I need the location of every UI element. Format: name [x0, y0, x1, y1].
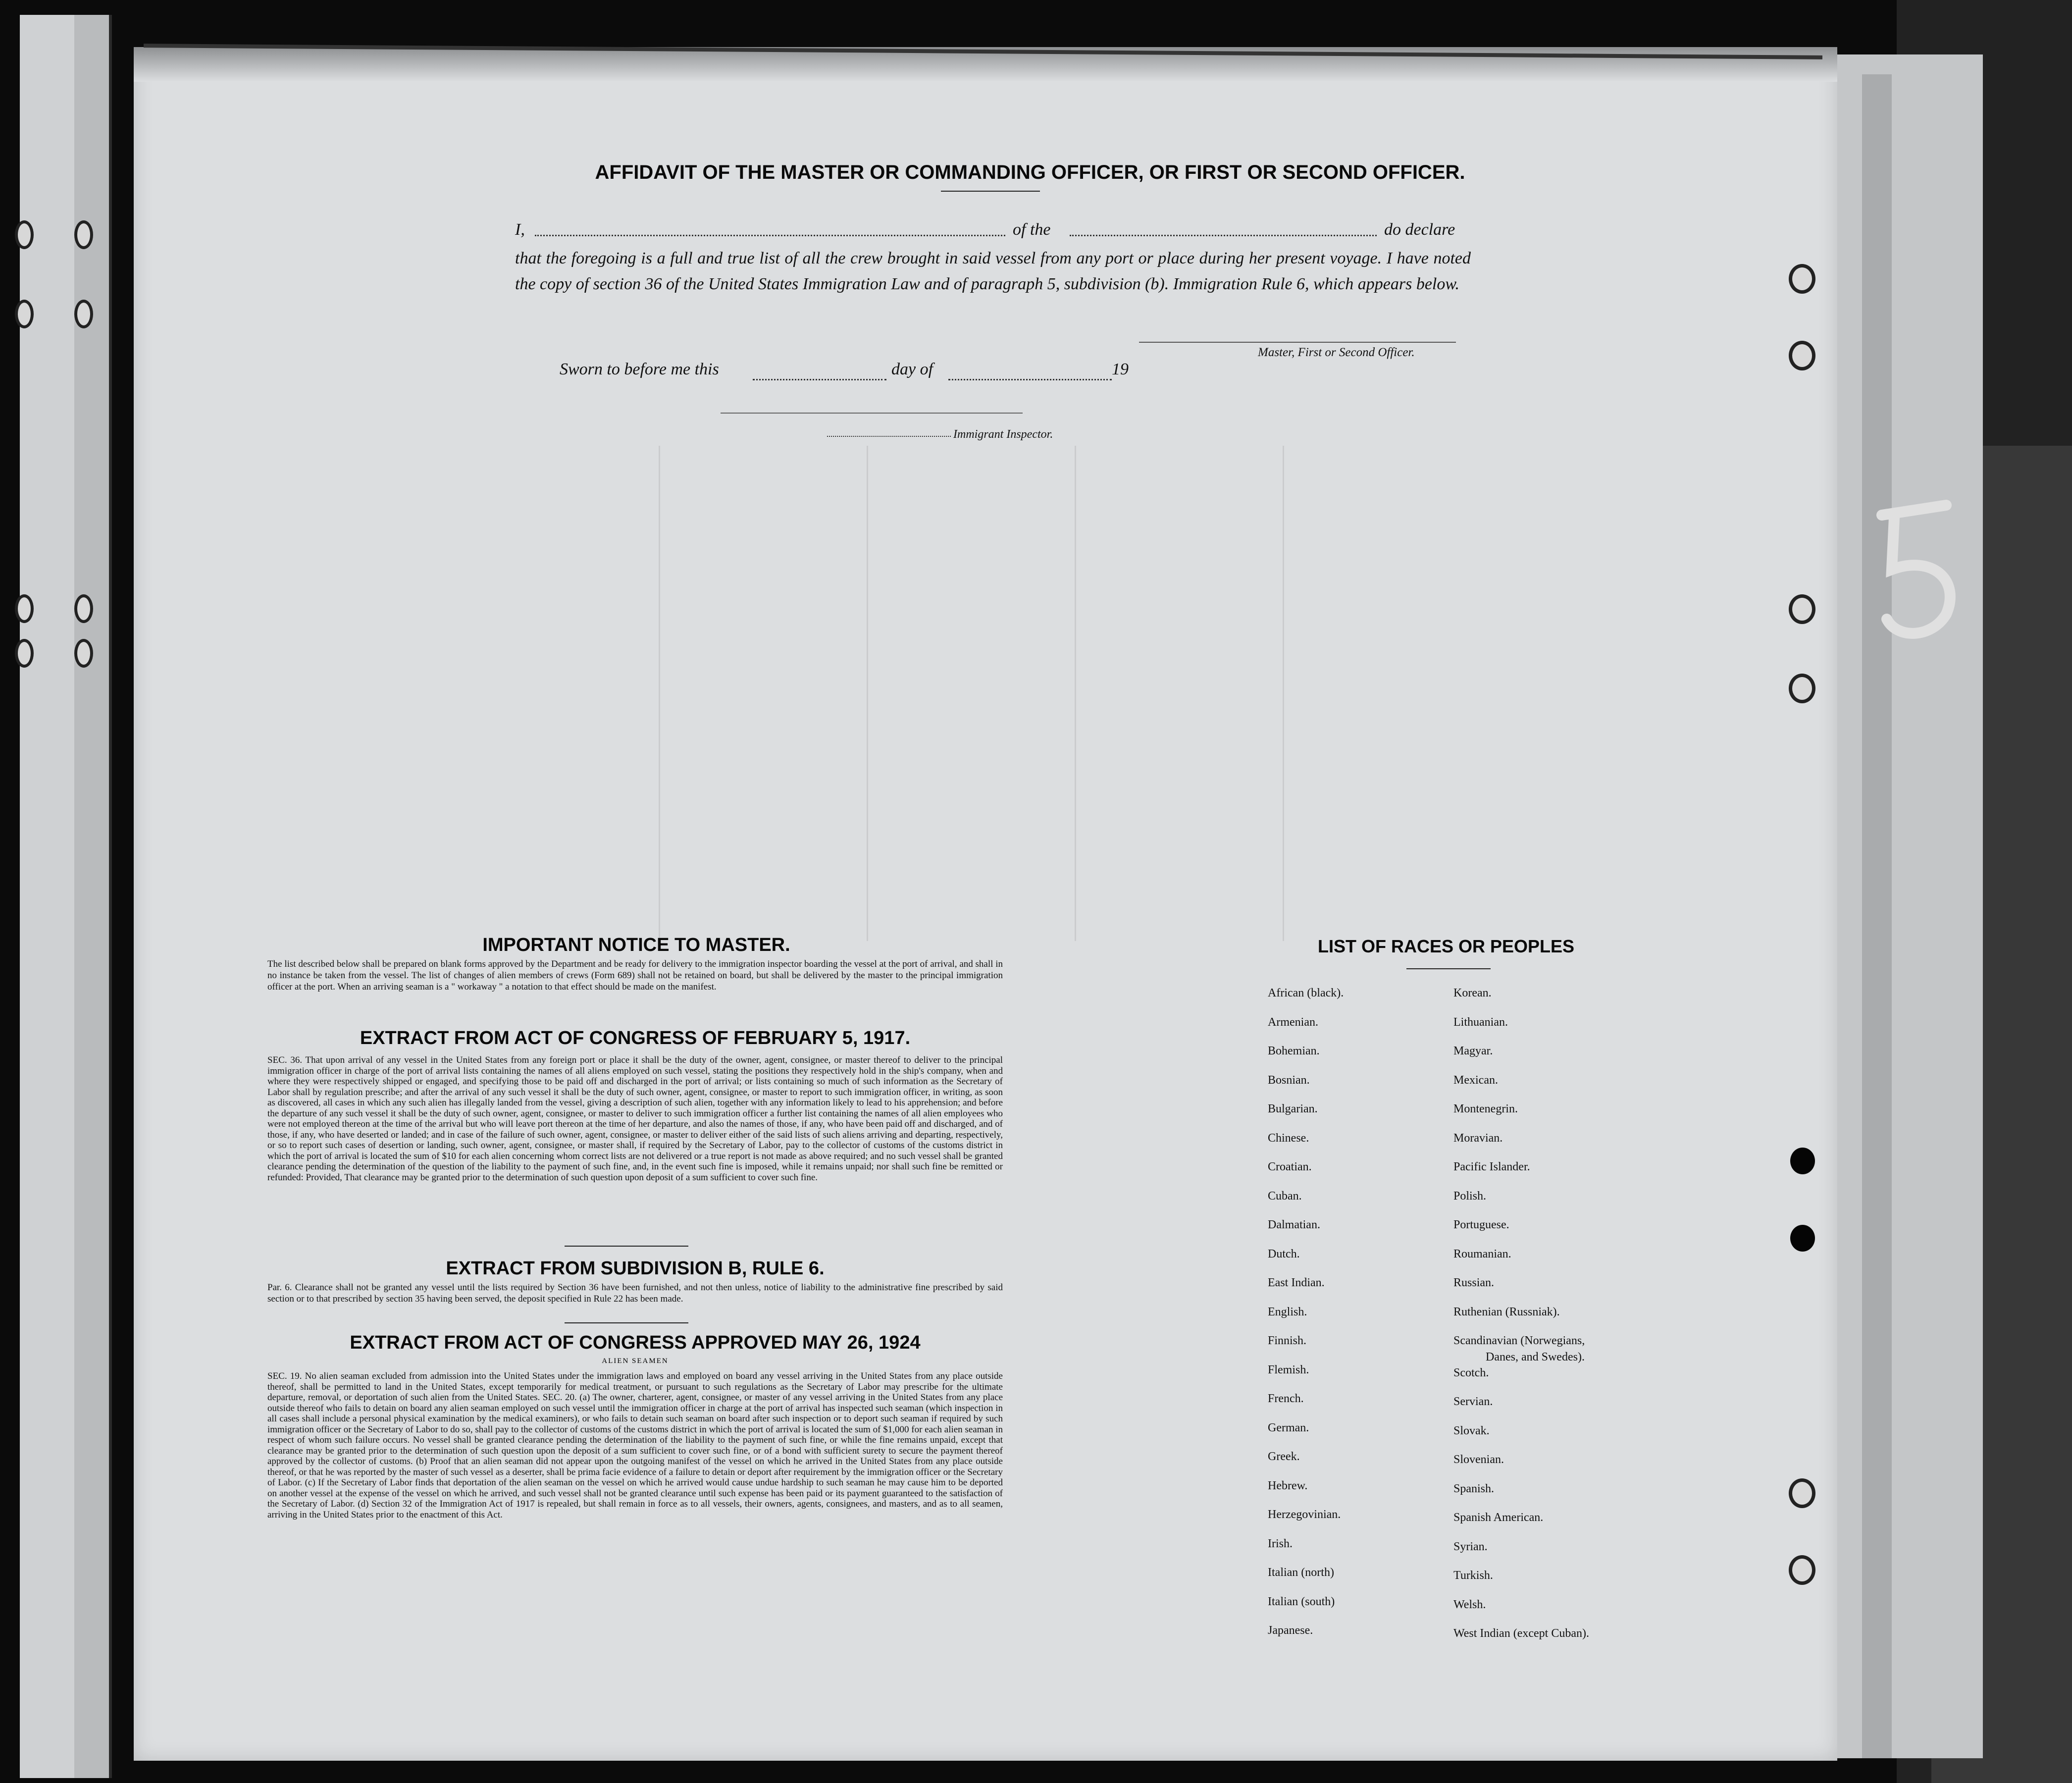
race-item-right: Servian. [1453, 1395, 1493, 1408]
race-item-left: French. [1268, 1392, 1304, 1405]
signature-label: Master, First or Second Officer. [1258, 346, 1415, 359]
extract-1924-body: SEC. 19. No alien seaman excluded from admission into the United States under the immigration laws and employed on board any vessel arriving in the United States from any place outside thereof, shall be permitted to land in the United States, except temporarily for medical treatment, or pursuant to such regulations as the Secretary of Labor may prescribe for the ultimate departure, removal, or deportation of such alien from the United States. SEC. 20. (a) The owner, charterer, agent, consignee, or master of any vessel arriving in the United States from any place outside thereof who fails to detain on board any alien seaman employed on such vessel until the immigration officer in charge at the port of arrival has inspected such seaman (which inspection in all cases shall include a personal physical examination by the medical examiners), or who fails to detain such seaman on board after such inspection or to deport such seaman if required by such immigration officer or the Secretary of Labor to do so, shall pay to the collector of customs of the customs district in which the port of arrival is located the sum of $1,000 for each alien seaman in respect of whom such failure occurs. No vessel shall be granted clearance pending the determination of the liability to the payment of such fine, or while the fine remains unpaid, except that clearance may be granted prior to the determination of such question upon the deposit of a sum sufficient to cover such fine, or of a bond with sufficient surety to secure the payment thereof approved by the collector of customs. (b) Proof that an alien seaman did not appear upon the outgoing manifest of the vessel on which he arrived in the United States from any place outside thereof, or that he was reported by the master of such vessel as a deserter, shall be prima facie evidence of a failure to detain or deport after requirement by the immigration officer or the Secretary of Labor. (c) If the Secretary of Labor finds that deportation of the alien seaman on the vessel on which he arrived would cause undue hardship to such seaman he may cause him to be deported on another vessel at the expense of the vessel on which he arrived, and such vessel shall not be granted clearance until such expense has been paid or its payment guaranteed to the satisfaction of the Secretary of Labor. (d) Section 32 of the Immigration Act of 1917 is repealed, but shall remain in force as to all vessels, their owners, agents, consignees, and masters, and as to all seamen, arriving in the United States prior to the enactment of this Act. [267, 1371, 1003, 1520]
race-item-right: Lithuanian. [1453, 1015, 1508, 1029]
race-item-right: West Indian (except Cuban). [1453, 1627, 1589, 1640]
race-item-left: Hebrew. [1268, 1479, 1308, 1492]
race-item-left: Bosnian. [1268, 1073, 1310, 1087]
ring-hole [1789, 264, 1815, 294]
race-item-right: Turkish. [1453, 1569, 1493, 1582]
race-item-right: Russian. [1453, 1276, 1495, 1289]
extract-rule6-title: EXTRACT FROM SUBDIVISION B, RULE 6. [446, 1258, 825, 1279]
extract-1924-title: EXTRACT FROM ACT OF CONGRESS APPROVED MAY 26, 1924 [350, 1332, 921, 1353]
bleed-through-line [1283, 446, 1284, 941]
race-item-left: Italian (south) [1268, 1595, 1335, 1608]
races-title-rule [1406, 968, 1491, 969]
ring-hole [1789, 674, 1815, 703]
notice-body: The list described below shall be prepared on blank forms approved by the Department and be ready for delivery to the immigration inspector boarding the vessel at the port of arrival, and shall in no instance be taken from the vessel. The list of changes of alien members of crews (Form 689) shall not be retained on board, but shall be delivered by the master to the principal immigration officer at the port. When an arriving seaman is a " workaway " a notation to that effect should be made on the manifest. [267, 959, 1003, 992]
affidavit-of-the-label: of the [1013, 220, 1051, 239]
inspector-signature-line [721, 413, 1023, 414]
ring-hole [1789, 1555, 1815, 1585]
ring-hole [1789, 341, 1815, 370]
races-title: LIST OF RACES OR PEOPLES [1317, 936, 1575, 956]
ring-hole [1789, 1478, 1815, 1508]
race-item-right: Pacific Islander. [1453, 1160, 1530, 1173]
inspector-label: Immigrant Inspector. [953, 428, 1053, 441]
race-item-left: Croatian. [1268, 1160, 1312, 1173]
extract-rule6-body: Par. 6. Clearance shall not be granted any vessel until the lists required by Section 36 have been furnished, and not then unless, notice of liability to the administrative fine prescribed by said section or to that prescribed by section 35 having been served, the deposit specified in Rule 22 has been made. [267, 1282, 1003, 1304]
race-item-right: Welsh. [1453, 1598, 1486, 1611]
affidavit-declaration: that the foregoing is a full and true list of all the crew brought in said vessel from any port or place during her present voyage. I have noted the copy of section 36 of the United States Immigration Law and of paragraph 5, subdivision (b). Immigration Rule 6, which appears below. [515, 249, 1471, 293]
section-divider [565, 1322, 688, 1323]
binder-hole [15, 594, 34, 623]
race-item-left: African (black). [1268, 987, 1344, 999]
race-item-right: Mexican. [1453, 1073, 1498, 1087]
binder-hole [74, 300, 93, 328]
punched-hole [1790, 1148, 1815, 1174]
inspector-name-line [827, 436, 951, 437]
race-item-left: Armenian. [1268, 1015, 1318, 1029]
race-item-right: Scandinavian (Norwegians, [1453, 1334, 1585, 1347]
race-item-left: Herzegovinian. [1268, 1508, 1341, 1521]
ring-hole [1789, 594, 1815, 624]
race-item-left: Finnish. [1268, 1334, 1307, 1347]
race-item-right: Korean. [1453, 987, 1492, 999]
title-rule [941, 191, 1040, 192]
race-item-left: Irish. [1268, 1537, 1293, 1550]
left-binder-strip-edge [74, 15, 109, 1778]
day-field-line [753, 379, 886, 380]
race-item-left: Cuban. [1268, 1189, 1302, 1203]
race-item-left: Bulgarian. [1268, 1102, 1318, 1115]
underlying-page-edge [1862, 74, 1892, 1758]
affidavit-title: AFFIDAVIT OF THE MASTER OR COMMANDING OFFICER, OR FIRST OR SECOND OFFICER. [595, 161, 1465, 183]
name-field-line [535, 235, 1005, 236]
section-divider [565, 1246, 688, 1247]
binder-hole [74, 220, 93, 249]
bleed-through-line [659, 446, 660, 941]
race-item-left: East Indian. [1268, 1276, 1325, 1289]
race-item-right: Ruthenian (Russniak). [1453, 1305, 1560, 1318]
race-item-left: Greek. [1268, 1450, 1300, 1463]
bleed-through-line [1075, 446, 1076, 941]
extract-1917-body: SEC. 36. That upon arrival of any vessel in the United States from any foreign port or place it shall be the duty of the owner, agent, consignee, or master thereof to deliver to the principal immigration officer in charge of the port of arrival lists containing the names of all aliens employed on such vessel, stating the positions they respectively hold in the ship's company, when and where they were respectively shipped or engaged, and specifying those to be paid off and discharged in the port of arrival; or lists containing so much of such information as the Secretary of Labor shall by regulation prescribe; and after the arrival of any such vessel it shall be the duty of such owner, agent, consignee, or master to report to such immigration officer, in writing, as soon as discovered, all cases in which any such alien has illegally landed from the vessel, giving a description of such alien, together with any information likely to lead to his apprehension; and before the departure of any such vessel it shall be the duty of such owner, agent, consignee, or master to deliver to such immigration officer a further list containing the names of all alien employees who were not employed thereon at the time of the arrival but who will leave port thereon at the time of her departure, and also the names of those, if any, who have been paid off and discharged, and of those, if any, who have deserted or landed; and in case of the failure of such owner, agent, consignee, or master to deliver either of the said lists of such aliens arriving and departing, respectively, or so to report such cases of desertion or landing, such owner, agent, consignee, or master shall, if required by the Secretary of Labor, pay to the collector of customs of the customs district in which the port of arrival is located the sum of $10 for each alien concerning whom correct lists are not delivered or a true report is not made as above required; and no such vessel shall be granted clearance pending the determination of the question of the liability to the payment of such fine, and, in the event such fine is imposed, while it remains unpaid; nor shall such fine be remitted or refunded: Provided, That clearance may be granted prior to the determination of such question upon deposit of a sum sufficient to cover such fine. [267, 1055, 1003, 1183]
punched-hole [1790, 1225, 1815, 1252]
binder-hole [74, 639, 93, 668]
race-item-right: Slovak. [1453, 1424, 1490, 1437]
handwritten-page-number [1872, 495, 1966, 644]
vessel-field-line [1070, 235, 1377, 236]
race-item-left: Italian (north) [1268, 1566, 1334, 1579]
year-label: 19 [1112, 360, 1129, 378]
month-field-line [948, 379, 1112, 380]
race-item-left: Bohemian. [1268, 1045, 1320, 1057]
race-item-right: Spanish. [1453, 1482, 1495, 1495]
race-item-right: Syrian. [1453, 1540, 1488, 1553]
race-item-right: Magyar. [1453, 1045, 1493, 1057]
binder-hole [15, 639, 34, 668]
race-item-left: Chinese. [1268, 1131, 1309, 1145]
race-item-left: English. [1268, 1305, 1307, 1318]
race-item-right: Spanish American. [1453, 1511, 1544, 1524]
notice-title: IMPORTANT NOTICE TO MASTER. [482, 935, 790, 955]
binder-hole [15, 220, 34, 249]
race-item-right: Danes, and Swedes). [1486, 1350, 1585, 1363]
race-item-right: Roumanian. [1453, 1247, 1511, 1260]
extract-1917-title: EXTRACT FROM ACT OF CONGRESS OF FEBRUARY 5, 1917. [360, 1028, 911, 1049]
underlying-page-edge [1832, 54, 1983, 1758]
race-item-right: Montenegrin. [1453, 1102, 1518, 1115]
binder-hole [15, 300, 34, 328]
affidavit-i-label: I, [515, 220, 525, 239]
bleed-through-line [867, 446, 868, 941]
race-item-left: Dutch. [1268, 1247, 1300, 1260]
race-item-right: Slovenian. [1453, 1453, 1504, 1466]
race-item-left: Flemish. [1268, 1363, 1309, 1376]
race-item-right: Moravian. [1453, 1131, 1503, 1145]
race-item-right: Portuguese. [1453, 1218, 1509, 1231]
day-of-label: day of [891, 360, 933, 378]
race-item-left: German. [1268, 1421, 1309, 1434]
signature-line [1139, 342, 1456, 343]
binder-hole [74, 594, 93, 623]
race-item-right: Polish. [1453, 1189, 1487, 1203]
affidavit-do-declare-label: do declare [1384, 220, 1455, 239]
sworn-label: Sworn to before me this [560, 360, 719, 378]
extract-1924-subtitle: ALIEN SEAMEN [602, 1357, 669, 1365]
race-item-right: Scotch. [1453, 1366, 1489, 1379]
race-item-left: Japanese. [1268, 1624, 1313, 1637]
race-item-left: Dalmatian. [1268, 1218, 1320, 1231]
